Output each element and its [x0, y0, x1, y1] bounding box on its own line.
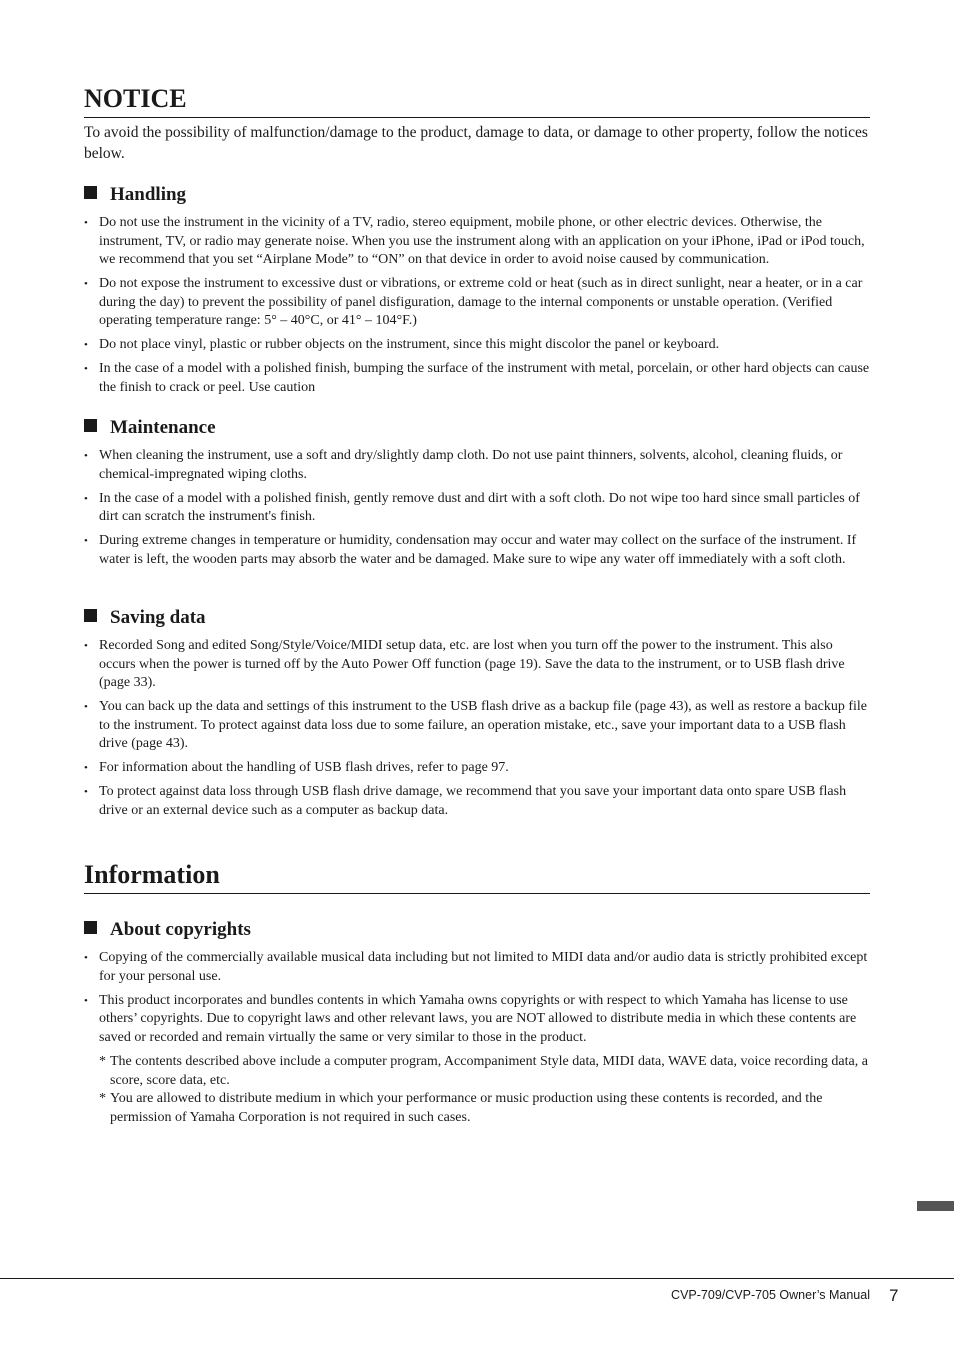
handling-title: Handling	[110, 184, 187, 205]
list-item: • Do not place vinyl, plastic or rubber objects on the instrument, since this might discolor the panel or keyboard.	[84, 336, 870, 355]
list-item: • To protect against data loss through USB flash drive damage, we recommend that you save your important data onto spare USB flash drive or an external device such as a computer as backup data.	[84, 783, 870, 820]
note-item: * The contents described above include a computer program, Accompaniment Style data, MIDI data, WAVE data, voice recording data, a score, score data, etc.	[99, 1053, 870, 1090]
saving-data-list	[84, 637, 870, 826]
notice-title: NOTICE	[84, 84, 870, 118]
square-bullet-icon	[84, 921, 97, 934]
footer-manual-title: CVP-709/CVP-705 Owner’s Manual	[671, 1288, 870, 1302]
copyrights-list	[84, 949, 870, 1053]
list-item: • When cleaning the instrument, use a soft and dry/slightly damp cloth. Do not use paint thinners, solvents, alcohol, cleaning fluids, or chemical-impregnated wiping cloths.	[84, 447, 870, 484]
list-item: • In the case of a model with a polished finish, gently remove dust and dirt with a soft cloth. Do not wipe too hard since small particles of dirt can scratch the instrument's finish.	[84, 490, 870, 527]
saving-data-title: Saving data	[110, 607, 206, 628]
square-bullet-icon	[84, 186, 97, 199]
list-item: • You can back up the data and settings of this instrument to the USB flash drive as a backup file (page 43), as well as restore a backup file to the instrument. To protect against data loss due to some failure, an operation mistake, etc., save your important data to a USB flash drive (page 43).	[84, 698, 870, 754]
list-item: • In the case of a model with a polished finish, bumping the surface of the instrument with metal, porcelain, or other hard objects can cause the finish to crack or peel. Use caution	[84, 360, 870, 397]
list-item: • Copying of the commercially available musical data including but not limited to MIDI data and/or audio data is strictly prohibited except for your personal use.	[84, 949, 870, 986]
copyrights-heading	[84, 919, 870, 941]
page-number: 7	[889, 1286, 899, 1305]
note-item: * You are allowed to distribute medium in which your performance or music production using these contents is recorded, and the permission of Yamaha Corporation is not required in such cases.	[99, 1090, 870, 1127]
maintenance-heading	[84, 417, 870, 439]
copyrights-title: About copyrights	[110, 919, 251, 940]
square-bullet-icon	[84, 609, 97, 622]
list-item: • Do not use the instrument in the vicinity of a TV, radio, stereo equipment, mobile phone, or other electric devices. Otherwise, the instrument, TV, or radio may generate noise. When you use the instrument along with an application on your iPhone, iPad or iPod touch, we recommend that you set “Airplane Mode” to “ON” on that device in order to avoid noise caused by communication.	[84, 214, 870, 270]
list-item: • For information about the handling of USB flash drives, refer to page 97.	[84, 759, 870, 778]
side-tab-marker	[917, 1201, 954, 1211]
copyrights-notes	[99, 1053, 870, 1127]
handling-heading	[84, 184, 870, 206]
handling-list	[84, 214, 870, 403]
maintenance-list	[84, 447, 870, 575]
list-item: • This product incorporates and bundles contents in which Yamaha owns copyrights or with respect to which Yamaha has license to use others’ copyrights. Due to copyright laws and other relevant laws, you are NOT allowed to distribute media in which these contents are saved or recorded and remain virtually the same or very similar to those in the product.	[84, 992, 870, 1048]
list-item: • Do not expose the instrument to excessive dust or vibrations, or extreme cold or heat (such as in direct sunlight, near a heater, or in a car during the day) to prevent the possibility of panel disfiguration, damage to the internal components or unstable operation. (Verified operating temperature range: 5° – 40°C, or 41° – 104°F.)	[84, 275, 870, 331]
saving-data-heading	[84, 607, 870, 629]
square-bullet-icon	[84, 419, 97, 432]
notice-intro: To avoid the possibility of malfunction/damage to the product, damage to data, or damage to other property, follow the notices below.	[84, 124, 868, 162]
information-title: Information	[84, 860, 870, 894]
footer-divider	[0, 1278, 954, 1279]
maintenance-title: Maintenance	[110, 417, 216, 438]
list-item: • Recorded Song and edited Song/Style/Voice/MIDI setup data, etc. are lost when you turn off the power to the instrument. This also occurs when the power is turned off by the Auto Power Off function (page 19). Save the data to the instrument, or to USB flash drive (page 33).	[84, 637, 870, 693]
list-item: • During extreme changes in temperature or humidity, condensation may occur and water may collect on the surface of the instrument. If water is left, the wooden parts may absorb the water and be damaged. Make sure to wipe any water off immediately with a soft cloth.	[84, 532, 870, 569]
